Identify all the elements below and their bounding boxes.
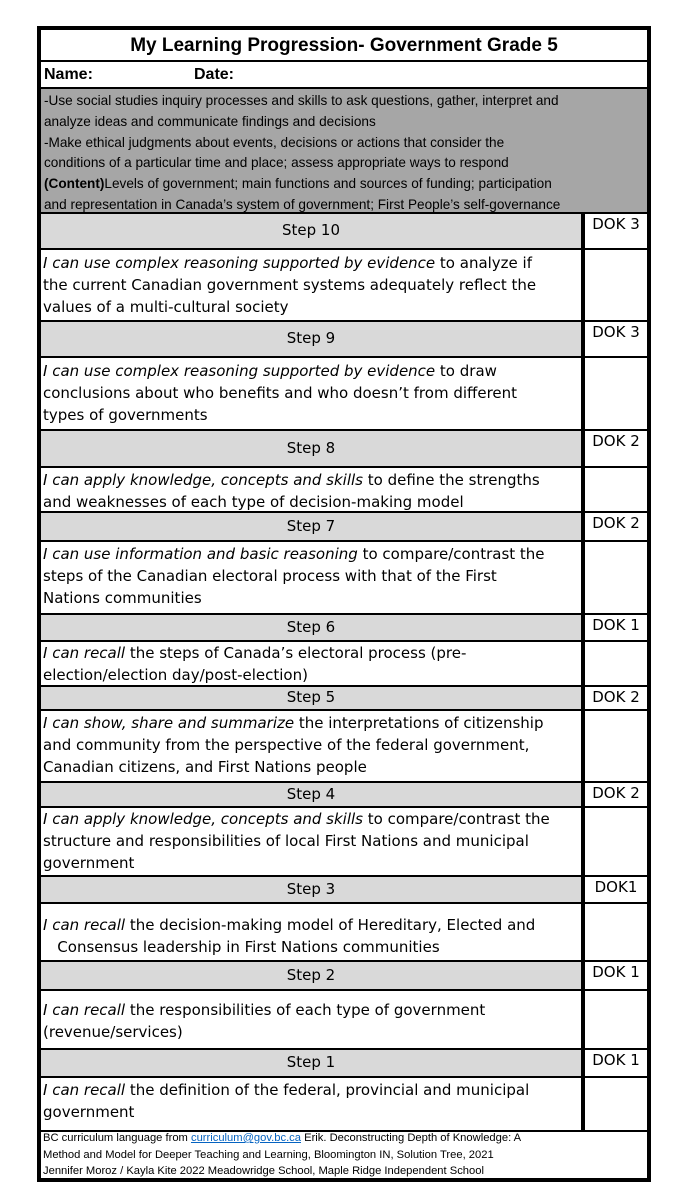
- dok-blank-cell: [581, 808, 647, 875]
- step-label: Step 7: [286, 517, 336, 535]
- step-header-row: [41, 962, 647, 991]
- step-label: Step 10: [281, 221, 340, 239]
- dok-blank-cell: [581, 358, 647, 429]
- step-description: [43, 252, 579, 318]
- name-label: Name:: [44, 66, 93, 83]
- skill-statement: I can recall: [43, 1081, 126, 1099]
- dok-level: DOK 2: [592, 688, 640, 706]
- description-line: steps of the Canadian electoral process with that of the First: [43, 567, 497, 585]
- step-label: Step 4: [286, 785, 336, 803]
- dok-blank-cell: [581, 542, 647, 613]
- step-description-row: [41, 1078, 647, 1132]
- footer-line1-rest: Erik. Deconstructing Depth of Knowledge: A: [301, 1132, 522, 1144]
- description-line: values of a multi-cultural society: [43, 298, 289, 316]
- step-description-row: [41, 711, 647, 783]
- description-line: structure and responsibilities of local First Nations and municipal: [43, 832, 529, 850]
- footer-prefix: BC curriculum language from: [43, 1132, 191, 1144]
- description-line: I can use information and basic reasoning to compare/contrast the: [43, 545, 545, 563]
- step-description-row: [41, 542, 647, 615]
- footer-line-2: Method and Model for Deeper Teaching and Learning, Bloomington IN, Solution Tree, 2021: [43, 1148, 494, 1161]
- objective-line: analyze ideas and communicate findings and decisions: [44, 113, 376, 129]
- dok-level: DOK 1: [592, 616, 640, 634]
- step-description: [43, 543, 579, 609]
- description-line: election/election day/post-election): [43, 666, 308, 684]
- description-line: types of governments: [43, 406, 208, 424]
- objective-line: -Make ethical judgments about events, decisions or actions that consider the: [44, 134, 505, 150]
- step-header-row: [41, 615, 647, 642]
- step-label: Step 1: [286, 1053, 336, 1071]
- step-header-row: [41, 1050, 647, 1078]
- description-line: I can recall the responsibilities of each type of government: [43, 1001, 486, 1019]
- step-description-row: [41, 468, 647, 513]
- step-header-row: [41, 783, 647, 808]
- objective-line: Levels of government; main functions and sources of funding; participation: [104, 176, 552, 192]
- footer-line-3: Jennifer Moroz / Kayla Kite 2022 Meadowridge School, Maple Ridge Independent School: [43, 1165, 484, 1177]
- dok-cell: [581, 431, 647, 466]
- dok-level: DOK1: [594, 878, 638, 896]
- skill-statement: I can recall: [43, 1001, 126, 1019]
- dok-cell: [581, 322, 647, 356]
- objective-line: -Use social studies inquiry processes and skills to ask questions, gather, interpret and: [44, 93, 559, 108]
- dok-blank-cell: [581, 642, 647, 685]
- content-prefix: (Content): [44, 176, 105, 192]
- dok-blank-cell: [581, 991, 647, 1048]
- step-description-row: [41, 808, 647, 877]
- step-description-row: [41, 642, 647, 687]
- step-description-row: [41, 250, 647, 322]
- dok-cell: [581, 783, 647, 806]
- curriculum-email-link[interactable]: curriculum@gov.bc.ca: [190, 1132, 301, 1144]
- dok-level: DOK 1: [592, 963, 640, 981]
- description-line: I can show, share and summarize the interpretations of citizenship: [43, 714, 544, 732]
- description-line: I can recall the decision-making model of Hereditary, Elected and: [43, 916, 536, 934]
- description-line: I can use complex reasoning supported by evidence to draw: [43, 362, 497, 380]
- dok-level: DOK 3: [592, 215, 640, 233]
- description-line: the current Canadian government systems adequately reflect the: [43, 276, 537, 294]
- description-line: Nations communities: [43, 589, 202, 607]
- step-description-row: [41, 991, 647, 1050]
- dok-cell: [581, 877, 647, 902]
- dok-level: DOK 2: [592, 784, 640, 802]
- step-description: [43, 642, 579, 686]
- step-header-row: [41, 214, 647, 250]
- curricular-objectives: [41, 89, 647, 214]
- footer-credits: [41, 1128, 647, 1178]
- objective-line: and representation in Canada’s system of government; First People’s self-governance: [44, 196, 561, 212]
- name-date-bar: [41, 62, 647, 89]
- skill-statement: I can show, share and summarize: [43, 714, 295, 732]
- objective-line: conditions of a particular time and place; assess appropriate ways to respond: [44, 155, 509, 171]
- dok-level: DOK 2: [592, 432, 640, 450]
- step-header-row: [41, 431, 647, 468]
- description-line: (revenue/services): [43, 1023, 183, 1041]
- skill-statement: I can use complex reasoning supported by evidence: [43, 254, 436, 272]
- step-header-row: [41, 877, 647, 904]
- step-description: [43, 808, 579, 874]
- step-description-row: [41, 904, 647, 962]
- description-line: and weaknesses of each type of decision-making model: [43, 493, 464, 511]
- skill-statement: I can recall: [43, 644, 126, 662]
- dok-level: DOK 2: [592, 514, 640, 532]
- dok-level: DOK 1: [592, 1051, 640, 1069]
- date-label: Date:: [194, 66, 235, 83]
- step-description: [43, 360, 579, 426]
- description-line: Canadian citizens, and First Nations people: [43, 758, 367, 776]
- dok-blank-cell: [581, 250, 647, 320]
- step-label: Step 5: [286, 688, 336, 706]
- dok-blank-cell: [581, 711, 647, 781]
- description-line: Consensus leadership in First Nations communities: [43, 938, 440, 956]
- step-label: Step 2: [286, 966, 336, 984]
- step-description: [43, 1079, 579, 1123]
- step-description-row: [41, 358, 647, 431]
- page-title: My Learning Progression- Government Grade 5: [41, 30, 647, 62]
- description-line: I can apply knowledge, concepts and skills to define the strengths: [43, 471, 540, 489]
- description-line: conclusions about who benefits and who doesn’t from different: [43, 384, 518, 402]
- step-label: Step 9: [286, 329, 336, 347]
- skill-statement: I can use complex reasoning supported by evidence: [43, 362, 436, 380]
- skill-statement: I can recall: [43, 916, 126, 934]
- step-label: Step 8: [286, 439, 336, 457]
- dok-blank-cell: [581, 468, 647, 511]
- skill-statement: I can apply knowledge, concepts and skills: [43, 471, 363, 489]
- dok-level: DOK 3: [592, 323, 640, 341]
- step-description: [43, 999, 579, 1043]
- dok-cell: [581, 687, 647, 709]
- description-line: government: [43, 854, 135, 872]
- description-line: I can apply knowledge, concepts and skills to compare/contrast the: [43, 810, 550, 828]
- step-label: Step 6: [286, 618, 336, 636]
- dok-cell: [581, 615, 647, 640]
- step-label: Step 3: [286, 880, 336, 898]
- description-line: I can recall the steps of Canada’s electoral process (pre-: [43, 644, 467, 662]
- step-header-row: [41, 513, 647, 542]
- dok-blank-cell: [581, 904, 647, 960]
- dok-cell: [581, 513, 647, 540]
- step-header-row: [41, 322, 647, 358]
- dok-cell: [581, 214, 647, 248]
- step-description: [43, 469, 579, 513]
- dok-cell: [581, 962, 647, 989]
- skill-statement: I can apply knowledge, concepts and skills: [43, 810, 363, 828]
- skill-statement: I can use information and basic reasoning: [43, 545, 358, 563]
- description-line: I can use complex reasoning supported by evidence to analyze if: [43, 254, 533, 272]
- description-line: government: [43, 1103, 135, 1121]
- footer-line-1: [43, 1130, 645, 1147]
- content-line: [44, 174, 644, 195]
- step-description: [43, 712, 579, 778]
- learning-progression-document: [37, 26, 651, 1182]
- step-header-row: [41, 687, 647, 711]
- dok-cell: [581, 1050, 647, 1076]
- description-line: I can recall the definition of the federal, provincial and municipal: [43, 1081, 530, 1099]
- description-line: and community from the perspective of the federal government,: [43, 736, 530, 754]
- step-description: [43, 914, 579, 958]
- dok-blank-cell: [581, 1078, 647, 1130]
